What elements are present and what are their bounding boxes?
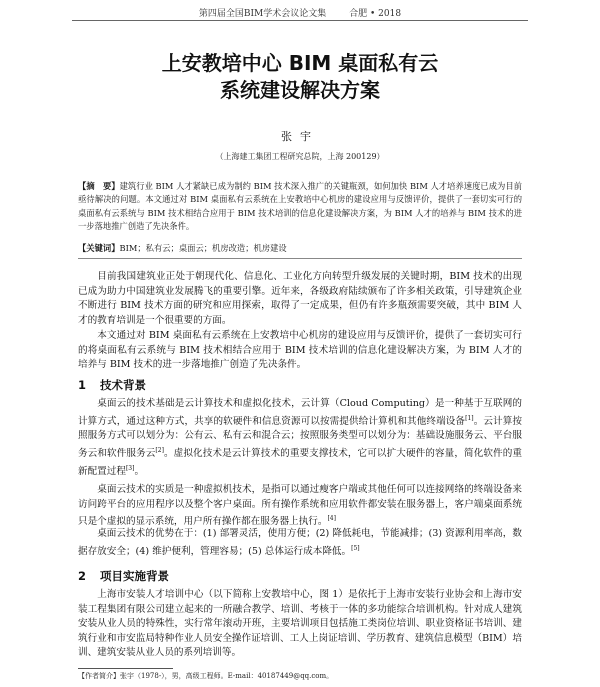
citation-3: [3] bbox=[125, 464, 135, 472]
author-affiliation: （上海建工集团工程研究总院，上海 200129） bbox=[215, 152, 385, 161]
citation-1: [1] bbox=[465, 414, 474, 422]
footnote-rule bbox=[78, 668, 173, 669]
keywords-rule bbox=[78, 258, 522, 259]
header-rule bbox=[72, 20, 528, 21]
s1p1-text-c: 。虚拟化技术是云计算技术的重要支撑技术，它可以扩大硬件的容量，简化软件的重新配置过程 bbox=[78, 448, 522, 477]
abstract-label: 【摘 要】 bbox=[78, 181, 120, 191]
author-footnote: 【作者简介】张宇（1978-），男，高级工程师。E-mail：40187449@qq.com。 bbox=[78, 672, 334, 680]
section-1-title: 技术背景 bbox=[100, 378, 147, 392]
section-2-heading bbox=[78, 568, 169, 584]
intro-paragraph-1: 目前我国建筑业正处于朝现代化、信息化、工业化方向转型升级发展的关键时期，BIM 技术的出现已成为助力中国建筑业发展腾飞的重要引擎。近年来，各级政府陆续颁布了许多相关政策，引导建筑企业不断进行 BIM 技术方面的研究和应用探索，取得了一定成果，但仍有许多瓶颈需要突破，其中 BIM 人才的教育培训是一个很重要的方面。 bbox=[78, 271, 522, 326]
section-2-number: 2 bbox=[78, 569, 87, 583]
s1p2-text: 桌面云技术的实质是一种虚拟机技术，是指可以通过瘦客户端或其他任何可以连接网络的终端设备来访问跨平台的应用程序以及整个客户桌面。所有操作系统和应用软件都安装在服务器上，客户端桌面系统只是个虚拟的显示系统，用户所有操作都在服务器上执行。 bbox=[78, 484, 522, 528]
citation-5: [5] bbox=[351, 544, 360, 552]
proceedings-name: 第四届全国BIM学术会议论文集 bbox=[198, 9, 327, 19]
s1p1-text-end: 。 bbox=[134, 465, 145, 477]
paper-title bbox=[40, 50, 560, 104]
abstract-text: 建筑行业 BIM 人才紧缺已成为制约 BIM 技术深入推广的关键瓶颈，如何加快 BIM 人才培养速度已成为目前亟待解决的问题。本文通过对 BIM 桌面私有云系统在上安教培中心机房的建设应用与反馈评价，提供了一套切实可行的桌面私有云系统与 BIM 技术相结合应用于 BIM 技术培训的信息化建设解决方案，为 BIM 人才的培养与 BIM 技术的进一步落地推广创造了先决条件。 bbox=[78, 181, 522, 232]
section-2-paragraph-1: 上海市安装人才培训中心（以下简称上安教培中心，图 1）是依托于上海市安装行业协会和上海市安装工程集团有限公司建立起来的一所融合教学、培训、考核于一体的多功能综合培训机构。针对成人建筑安装从业人员的特殊性，实行常年滚动开班，主要培训项目包括施工类岗位培训、职业资格证书培训、建筑行业和市安监局特种作业人员安全操作证培训、工人上岗证培训、学历教育、建筑信息模型（BIM）培训、建筑安装从业人员的系列培训等。 bbox=[78, 589, 522, 659]
keywords bbox=[78, 242, 522, 255]
section-1-number: 1 bbox=[78, 378, 87, 392]
keywords-text: BIM；私有云；桌面云；机房改造；机房建设 bbox=[119, 243, 287, 253]
s1p3-text: 桌面云技术的优势在于：(1) 部署灵活，使用方便；(2) 降低耗电，节能减排；(3) 资源利用率高，数据存放安全；(4) 维护便利，管理容易；(5) 总体运行成本降低。 bbox=[78, 528, 522, 557]
section-1-heading bbox=[78, 377, 146, 393]
s1p1-text-b: 。云计算按照服务方式可以划分为：公有云、私有云和混合云；按照服务类型可以划分为：基础设施服务云、平台服务云和软件服务云 bbox=[78, 415, 522, 460]
keywords-label: 【关键词】 bbox=[78, 243, 120, 253]
section-2-title: 项目实施背景 bbox=[100, 569, 170, 583]
section-1-paragraph-1 bbox=[78, 397, 522, 480]
s1p1-text-a: 桌面云的技术基础是云计算技术和虚拟化技术，云计算（Cloud Computing）是一种基于互联网的计算方式，通过这种方式，共享的软硬件和信息资源可以按需提供给计算机和其他终端设备 bbox=[78, 398, 522, 427]
abstract bbox=[78, 180, 522, 234]
citation-2: [2] bbox=[155, 446, 164, 454]
intro-paragraph-2: 本文通过对 BIM 桌面私有云系统在上安教培中心机房的建设应用与反馈评价，提供了一套切实可行的将桌面私有云系统与 BIM 技术相结合应用于 BIM 技术培训的信息化建设解决方案，为 BIM 人才的培养与 BIM 技术的进一步落地推广创造了先决条件。 bbox=[78, 330, 522, 371]
citation-4: [4] bbox=[327, 515, 336, 523]
section-1-paragraph-2 bbox=[78, 483, 522, 530]
author-name: 张宇 bbox=[281, 130, 319, 143]
title-line-1: 上安教培中心 BIM 桌面私有云 bbox=[161, 51, 439, 75]
running-head bbox=[0, 6, 600, 19]
conference-place-year: 合肥 • 2018 bbox=[349, 9, 402, 19]
title-line-2: 系统建设解决方案 bbox=[220, 78, 380, 102]
section-1-paragraph-3 bbox=[78, 527, 522, 559]
